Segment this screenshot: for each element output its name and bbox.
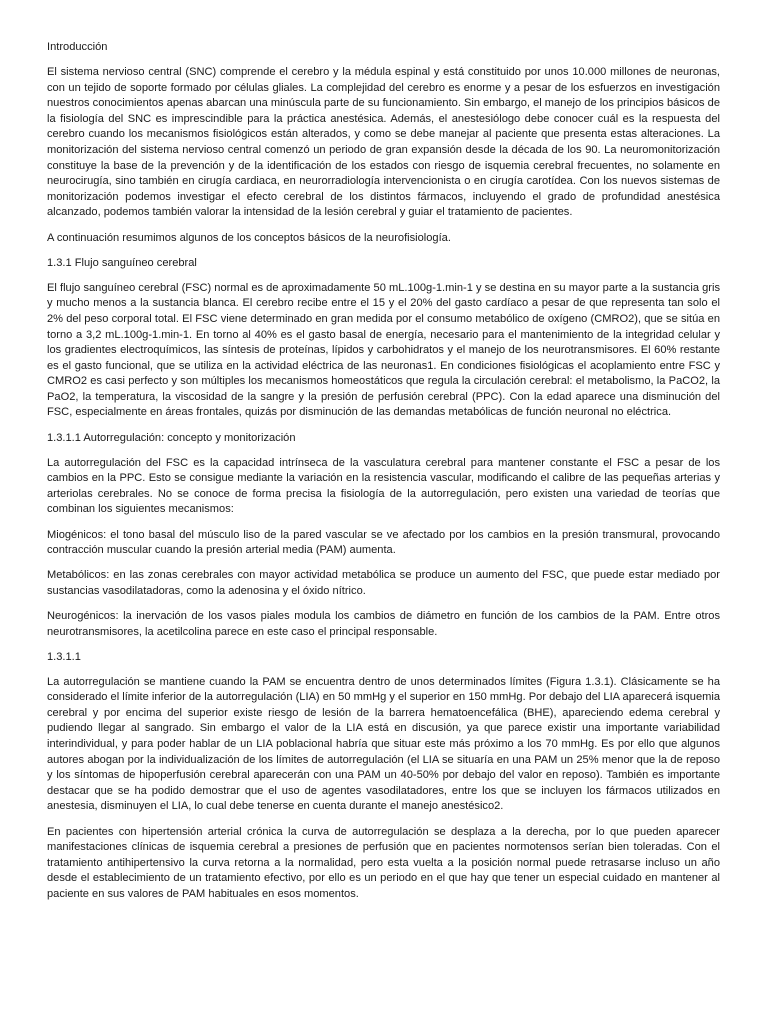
paragraph-autorregulacion: La autorregulación del FSC es la capacidad intrínseca de la vasculatura cerebral para mantener constante el FSC a pesar de los cambios en la PPC. Esto se consigue mediante la variación en la resistencia vascular, modificando el calibre de las pequeñas arterias y arteriolas cerebrales. No se conoce de forma precisa la fisiología de la autorregulación, pero existen una variedad de teorías que combinan los siguientes mecanismos: xyxy=(47,456,720,516)
document-page xyxy=(47,40,720,912)
section-heading-flujo-sanguineo: 1.3.1 Flujo sanguíneo cerebral xyxy=(47,256,197,269)
paragraph-neurogenicos: Neurogénicos: la inervación de los vasos piales modula los cambios de diámetro en función de los cambios de la PAM. Entre otros neurotransmisores, la acetilcolina parece en este caso el principal responsable. xyxy=(47,609,720,638)
section-heading-1-3-1-1: 1.3.1.1 xyxy=(47,650,81,663)
section-heading-introduccion: Introducción xyxy=(47,41,108,53)
paragraph-miogenicos: Miogénicos: el tono basal del músculo liso de la pared vascular se ve afectado por los cambios en la presión transmural, provocando contracción muscular cuando la presión arterial media (PAM) aumenta. xyxy=(47,528,720,557)
section-heading-autorregulacion: 1.3.1.1 Autorregulación: concepto y monitorización xyxy=(47,431,296,444)
paragraph-fsc: El flujo sanguíneo cerebral (FSC) normal es de aproximadamente 50 mL.100g-1.min-1 y se destina en su mayor parte a la sustancia gris y mucho menos a la sustancia blanca. El cerebro recibe entre el 15 y el 20% del gasto cardíaco a pesar de que representa tan solo el 2% del peso corporal total. El FSC viene determinado en gran medida por el consumo metabólico de oxígeno (CMRO2), que se sitúa en torno a 3,2 mL.100g-1.min-1. En torno al 40% es el gasto basal de energía, necesario para el mantenimiento de la integridad celular y los gradientes electroquímicos, las síntesis de proteínas, lípidos y carbohidratos y el manejo de los neurotransmisores. El 60% restante es el gasto funcional, que se utiliza en la actividad eléctrica de las neuronas1. En condiciones fisiológicas el acoplamiento entre FSC y CMRO2 es casi perfecto y son múltiples los mecanismos homeostáticos que regula la circulación cerebral: el metabolismo, la PaCO2, la PaO2, la temperatura, la viscosidad de la sangre y la presión de perfusión cerebral (PPC). Con la edad aparece una disminución del FSC, especialmente en áreas frontales, quizás por disminución de las demandas metabólicas de función neuronal no eléctrica. xyxy=(47,281,720,419)
paragraph-summary-intro: A continuación resumimos algunos de los conceptos básicos de la neurofisiología. xyxy=(47,231,451,244)
paragraph-limites-autorregulacion: La autorregulación se mantiene cuando la PAM se encuentra dentro de unos determinados límites (Figura 1.3.1). Clásicamente se ha considerado el límite inferior de la autorregulación (LIA) en 50 mmHg y el superior en 150 mmHg. Por debajo del LIA aparecerá isquemia cerebral y por encima del superior existe riesgo de lesión de la barrera hematoencefálica (BHE), apareciendo edema cerebral y pudiendo llegar al sangrado. Sin embargo el valor de la LIA está en discusión, ya que parece existir una importante variabilidad interindividual, y para poder hablar de un LIA poblacional habría que situar este más próximo a los 70 mmHg. Es por ello que algunos autores abogan por la individualización de los límites de autorregulación (el LIA se situaría en una PAM un 25% menor que la de reposo y los síntomas de hipoperfusión cerebral aparecerán con una PAM un 40-50% por debajo del valor en reposo). También es importante destacar que se ha podido demostrar que el uso de agentes vasodilatadores, entre los que se incluyen los fármacos utilizados en anestesia, disminuyen el LIA, lo cual debe tenerse en cuenta durante el manejo anestésico2. xyxy=(47,675,720,813)
paragraph-hipertension: En pacientes con hipertensión arterial crónica la curva de autorregulación se desplaza a la derecha, por lo que pueden aparecer manifestaciones clínicas de isquemia cerebral a presiones de perfusión que en pacientes normotensos serían bien toleradas. Con el tratamiento antihipertensivo la curva retorna a la normalidad, pero esta vuelta a la posición normal puede retrasarse incluso un año desde el establecimiento de un tratamiento efectivo, por ello es un periodo en el que hay que tener un especial cuidado en mantener al paciente en sus valores de PAM habituales en esos momentos. xyxy=(47,825,720,900)
paragraph-metabolicos: Metabólicos: en las zonas cerebrales con mayor actividad metabólica se produce un aumento del FSC, que puede estar mediado por sustancias vasodilatadoras, como la adenosina y el óxido nítrico. xyxy=(47,569,720,597)
paragraph-snc-overview: El sistema nervioso central (SNC) comprende el cerebro y la médula espinal y está constituido por unos 10.000 millones de neuronas, con un tejido de soporte formado por células gliales. La complejidad del cerebro es enorme y a pesar de los esfuerzos en investigación nuestros conocimientos apenas abarcan una minúscula parte de su funcionamiento. Sin embargo, el manejo de los principios básicos de la fisiología del SNC es imprescindible para la práctica anestésica. Además, el anestesiólogo debe conocer cuál es la respuesta del cerebro cuando los mecanismos fisiológicos están alterados, y como se debe manejar al paciente que presenta estas alteraciones. La monitorización del sistema nervioso central comenzó un periodo de gran expansión desde la década de los 90. La neuromonitorización constituye la base de la prevención y de la identificación de los estados con riesgo de isquemia cerebral frecuentes, no solamente en neurocirugía, sino también en cirugía cardiaca, en neurorradiología intervencionista o en cirugía carotídea. Con los nuevos sistemas de monitorización podemos investigar el efecto cerebral de los distintos fármacos, incluyendo el grado de profundidad anestésica alcanzado, podemos también valorar la intensidad de la lesión cerebral y guiar el tratamiento de pacientes. xyxy=(47,66,720,219)
